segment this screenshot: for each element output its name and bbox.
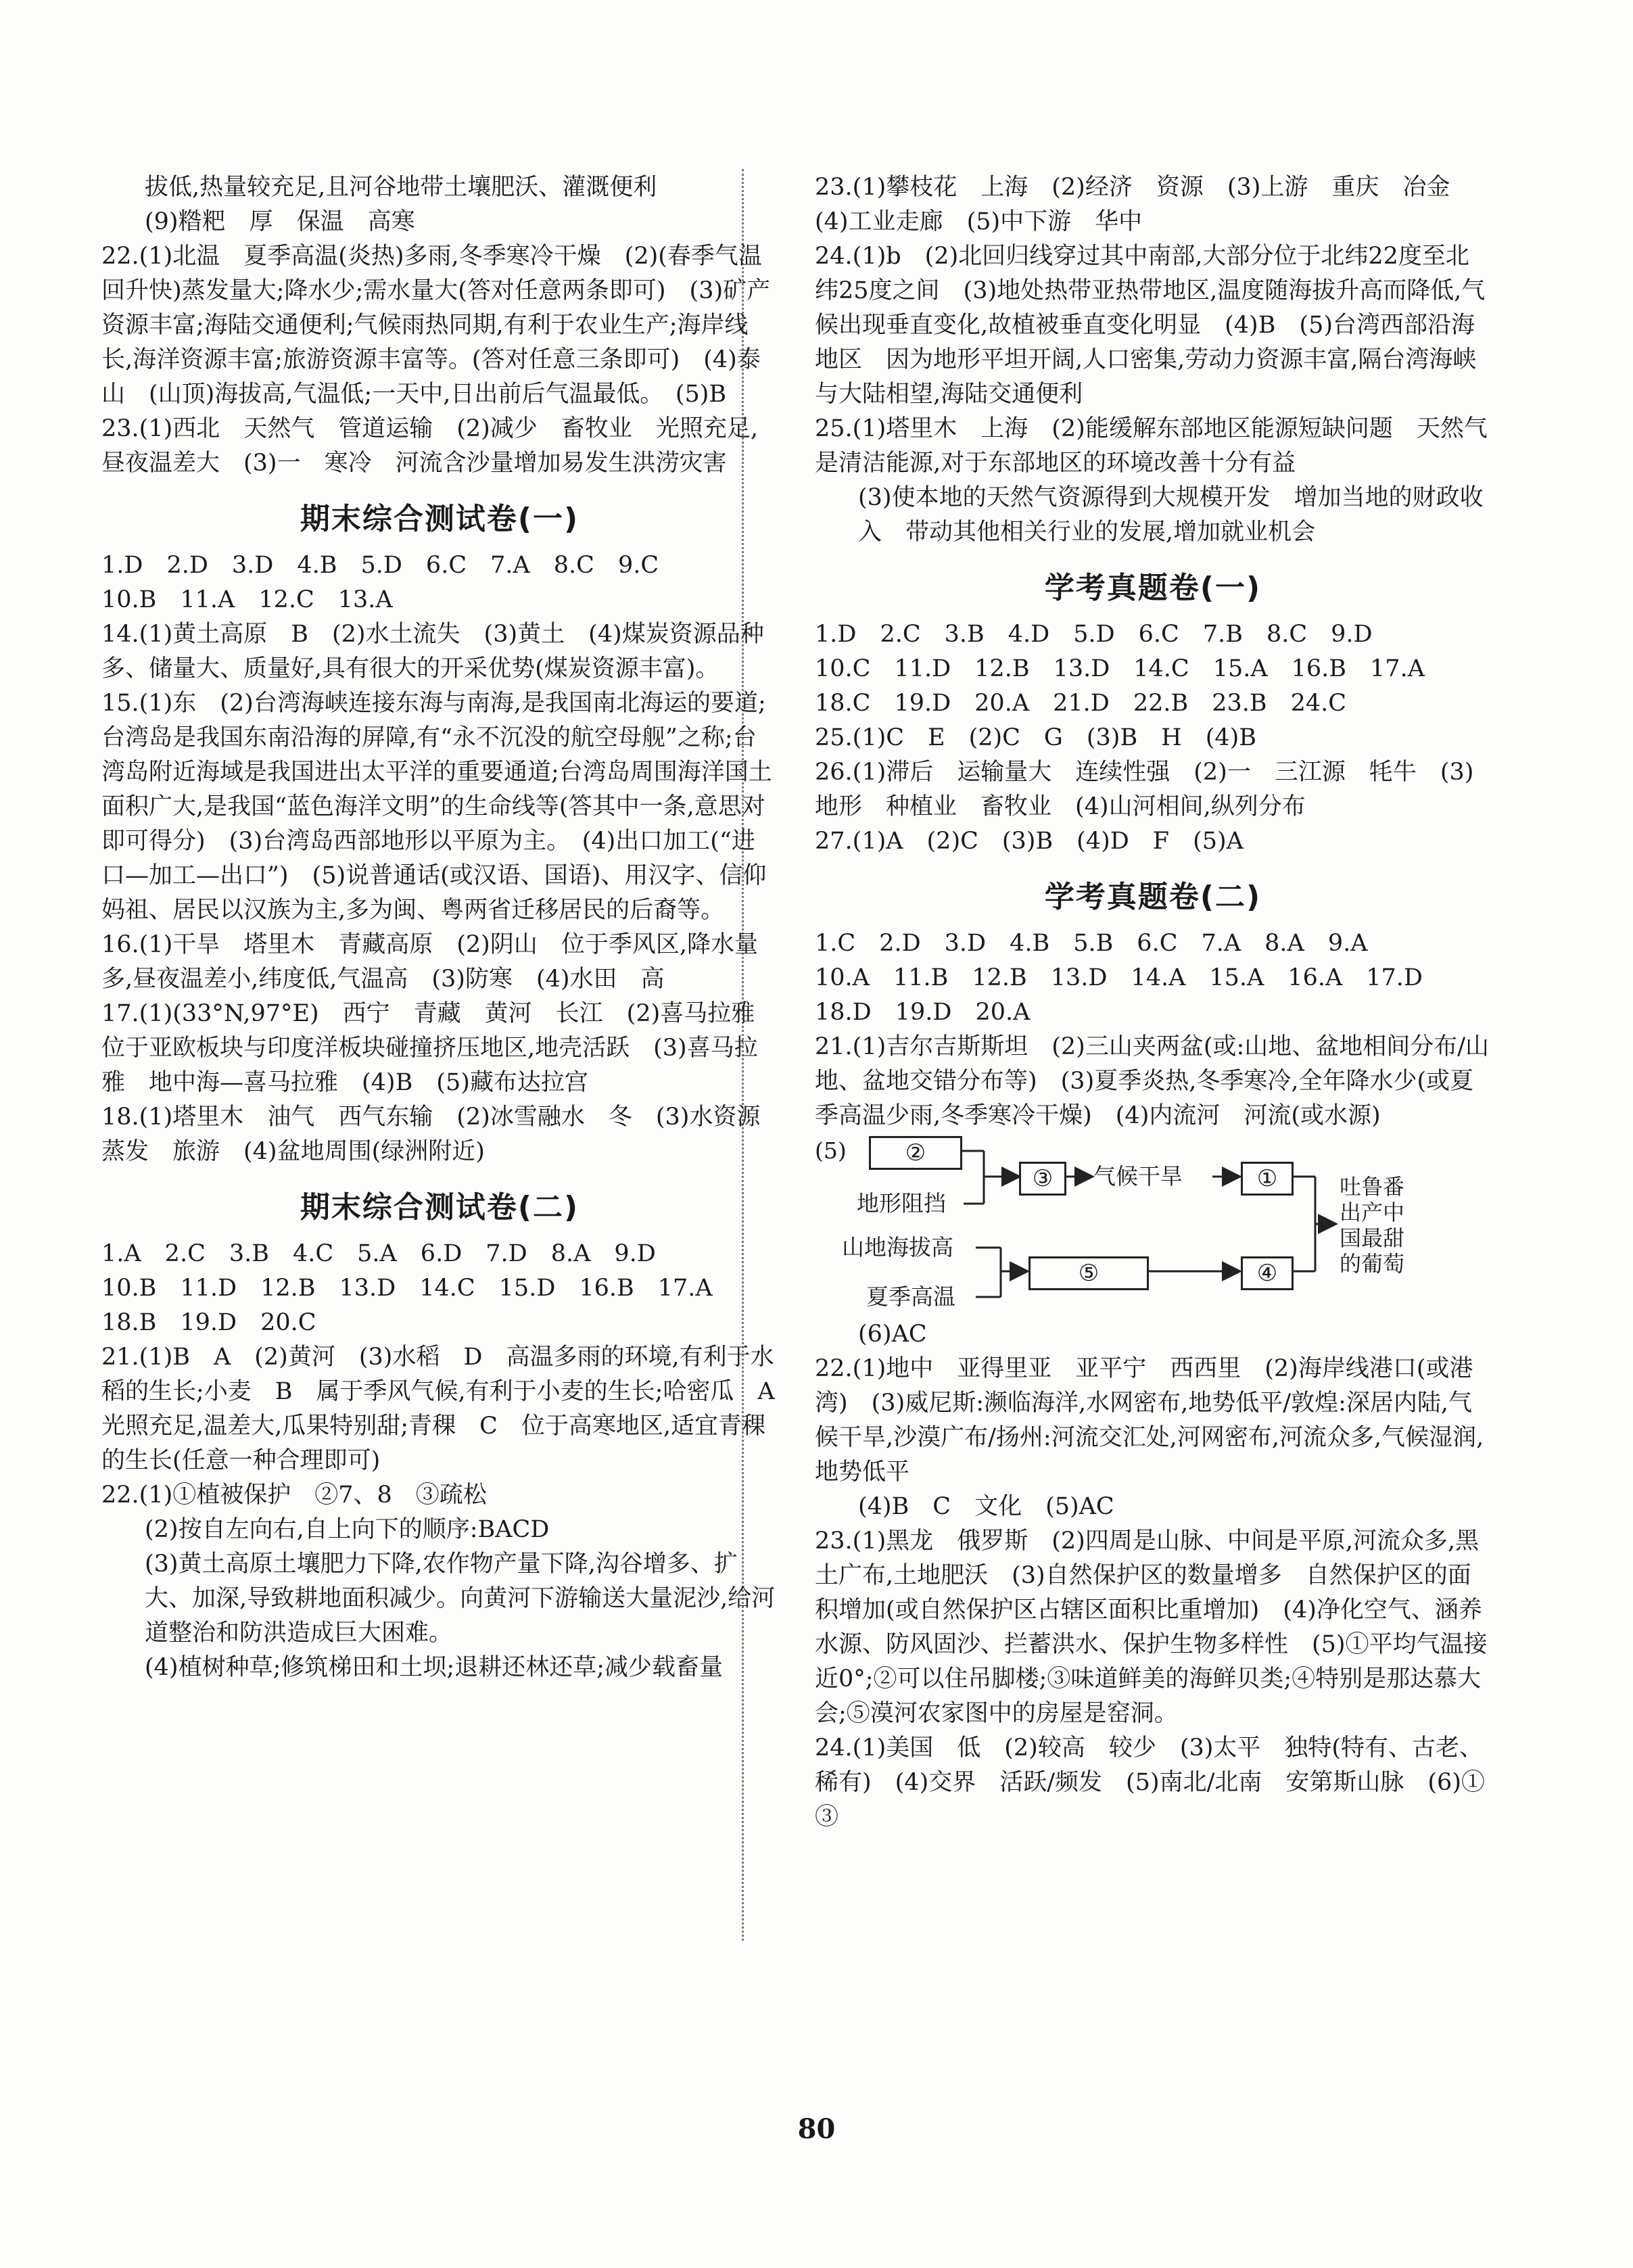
answer-25: 25.(1)C E (2)C G (3)B H (4)B — [815, 724, 1257, 751]
answer-row: 10.B 11.A 12.C 13.A — [101, 586, 393, 613]
answer-21-part6: (6)AC — [858, 1321, 927, 1348]
diagram-label-high-mountain: 山地海拔高 — [842, 1234, 953, 1260]
diagram-box-3: ③ — [1019, 1162, 1066, 1196]
page-number: 80 — [797, 2113, 836, 2145]
answer-row: 1.A 2.C 3.B 4.C 5.A 6.D 7.D 8.A 9.D — [101, 1240, 656, 1267]
section-title-final-exam-1: 期末综合测试卷(一) — [300, 502, 579, 536]
section-title-xuekao-1: 学考真题卷(一) — [1044, 571, 1262, 605]
right-column — [815, 170, 1509, 1835]
answer-22: 22.(1)地中 亚得里亚 亚平宁 西西里 (2)海岸线港口(或港湾) (3)威尼斯:濒临海洋,水网密布,地势低平/敦煌:深居内陆,气候干旱,沙漠广布/扬州:河流交汇处,河网密布,河流众多,气候湿润,地势低平 — [815, 1355, 1484, 1486]
answer-line: 拔低,热量较充足,且河谷地带土壤肥沃、灌溉便利 — [145, 174, 657, 201]
answer-14: 14.(1)黄土高原 B (2)水土流失 (3)黄土 (4)煤炭资源品种多、储量大、质量好,具有很大的开采优势(煤炭资源丰富)。 — [101, 621, 764, 682]
answer-22-part3: (3)黄土高原土壤肥力下降,农作物产量下降,沟谷增多、扩大、加深,导致耕地面积减少。向黄河下游输送大量泥沙,给河道整治和防洪造成巨大困难。 — [145, 1551, 776, 1647]
answer-row: 1.C 2.D 3.D 4.B 5.B 6.C 7.A 8.A 9.A — [815, 930, 1368, 957]
answer-16: 16.(1)干旱 塔里木 青藏高原 (2)阴山 位于季风区,降水量多,昼夜温差小,纬度低,气温高 (3)防寒 (4)水田 高 — [101, 931, 758, 993]
diagram-label-terrain: 地形阻挡 — [857, 1190, 946, 1216]
answer-27: 27.(1)A (2)C (3)B (4)D F (5)A — [815, 828, 1244, 855]
diagram-box-4: ④ — [1241, 1256, 1294, 1290]
diagram-label-result: 吐鲁番出产中国最甜的葡萄 — [1340, 1174, 1405, 1277]
answer-22-part2: (2)按自左向右,自上向下的顺序:BACD — [145, 1516, 550, 1543]
answer-row: 1.D 2.D 3.D 4.B 5.D 6.C 7.A 8.C 9.C — [101, 552, 659, 579]
answer-24: 24.(1)b (2)北回归线穿过其中南部,大部分位于北纬22度至北纬25度之间 (3)地处热带亚热带地区,温度随海拔升高而降低,气候出现垂直变化,故植被垂直变化明显 (4)B (5)台湾西部沿海地区 因为地形平坦开阔,人口密集,劳动力资源丰富,隔台湾海峡与大陆相望,海陆交通便利 — [815, 243, 1486, 408]
answer-26: 26.(1)滞后 运输量大 连续性强 (2)一 三江源 牦牛 (3)地形 种植业 畜牧业 (4)山河相间,纵列分布 — [815, 759, 1474, 820]
answer-15: 15.(1)东 (2)台湾海峡连接东海与南海,是我国南北海运的要道;台湾岛是我国东南沿海的屏障,有“永不沉没的航空母舰”之称;台湾岛附近海域是我国进出太平洋的重要通道;台湾岛周围海洋国土面积广大,是我国“蓝色海洋文明”的生命线等(答其中一条,意思对即可得分) (3)台湾岛西部地形以平原为主。 (4)出口加工(“进口—加工—出口”) (5)说普通话(或汉语、国语)、用汉字、信仰妈祖、居民以汉族为主,多为闽、粤两省迁移居民的后裔等。 — [101, 690, 772, 924]
answer-row: 10.C 11.D 12.B 13.D 14.C 15.A 16.B 17.A — [815, 655, 1425, 682]
diagram-label-summer-heat: 夏季高温 — [866, 1283, 955, 1310]
answer-22-part4: (4)植树种草;修筑梯田和土坝;退耕还林还草;减少载畜量 — [145, 1654, 723, 1681]
flow-diagram — [815, 1136, 1423, 1313]
answer-22-part4: (4)B C 文化 (5)AC — [858, 1493, 1114, 1520]
section-title-final-exam-2: 期末综合测试卷(二) — [300, 1190, 579, 1225]
answer-row: 10.A 11.B 12.B 13.D 14.A 15.A 16.A 17.D — [815, 964, 1423, 991]
answer-17: 17.(1)(33°N,97°E) 西宁 青藏 黄河 长江 (2)喜马拉雅 位于亚欧板块与印度洋板块碰撞挤压地区,地壳活跃 (3)喜马拉雅 地中海—喜马拉雅 (4)B (5)藏布达拉宫 — [101, 1000, 779, 1096]
diagram-prefix: (5) — [815, 1137, 847, 1164]
answer-24: 24.(1)美国 低 (2)较高 较少 (3)太平 独特(特有、古老、稀有) (4)交界 活跃/频发 (5)南北/北南 安第斯山脉 (6)① ③ — [815, 1734, 1509, 1830]
answer-21: 21.(1)B A (2)黄河 (3)水稻 D 高温多雨的环境,有利于水稻的生长;小麦 B 属于季风气候,有利于小麦的生长;哈密瓜 A 光照充足,温差大,瓜果特别甜;青稞 C 位于高寒地区,适宜青稞的生长(任意一种合理即可) — [101, 1344, 799, 1474]
diagram-box-5: ⑤ — [1028, 1256, 1149, 1290]
answer-row: 10.B 11.D 12.B 13.D 14.C 15.D 16.B 17.A — [101, 1275, 713, 1302]
diagram-label-dry-climate: 气候干旱 — [1093, 1163, 1183, 1189]
answer-25: 25.(1)塔里木 上海 (2)能缓解东部地区能源短缺问题 天然气是清洁能源,对于东部地区的环境改善十分有益 — [815, 415, 1488, 477]
answer-row: 18.C 19.D 20.A 21.D 22.B 23.B 24.C — [815, 690, 1347, 717]
answer-row: 1.D 2.C 3.B 4.D 5.D 6.C 7.B 8.C 9.D — [815, 621, 1373, 648]
answer-23: 23.(1)攀枝花 上海 (2)经济 资源 (3)上游 重庆 冶金 (4)工业走廊 (5)中下游 华中 — [815, 174, 1474, 235]
answer-line: (9)糌粑 厚 保温 高寒 — [145, 208, 415, 235]
answer-row: 18.D 19.D 20.A — [815, 999, 1031, 1026]
answer-25-part3: (3)使本地的天然气资源得到大规模开发 增加当地的财政收入 带动其他相关行业的发展,增加就业机会 — [858, 484, 1484, 546]
section-title-xuekao-2: 学考真题卷(二) — [1044, 880, 1262, 914]
answer-23: 23.(1)西北 天然气 管道运输 (2)减少 畜牧业 光照充足,昼夜温差大 (3)一 寒冷 河流含沙量增加易发生洪涝灾害 — [101, 415, 758, 477]
answer-21: 21.(1)吉尔吉斯斯坦 (2)三山夹两盆(或:山地、盆地相间分布/山地、盆地交错分布等) (3)夏季炎热,冬季寒冷,全年降水少(或夏季高温少雨,冬季寒冷干燥) (4)内流河 河流(或水源) — [815, 1033, 1490, 1129]
answer-row: 18.B 19.D 20.C — [101, 1309, 316, 1336]
answer-23: 23.(1)黑龙 俄罗斯 (2)四周是山脉、中间是平原,河流众多,黑土广布,土地肥沃 (3)自然保护区的数量增多 自然保护区的面积增加(或自然保护区占辖区面积比重增加) (4)净化空气、涵养水源、防风固沙、拦蓄洪水、保护生物多样性 (5)①平均气温接近0°;②可以住吊脚楼;③味道鲜美的海鲜贝类;④特别是那达慕大会;⑤漠河农家图中的房屋是窑洞。 — [815, 1528, 1488, 1727]
diagram-box-2: ② — [869, 1136, 962, 1170]
left-column — [101, 170, 799, 1685]
diagram-box-1: ① — [1241, 1162, 1294, 1196]
answer-22: 22.(1)北温 夏季高温(炎热)多雨,冬季寒冷干燥 (2)(春季气温回升快)蒸发量大;降水少;需水量大(答对任意两条即可) (3)矿产资源丰富;海陆交通便利;气候雨热同期,有利于农业生产;海岸线长,海洋资源丰富;旅游资源丰富等。(答对任意三条即可) (4)泰山 (山顶)海拔高,气温低;一天中,日出前后气温最低。 (5)B — [101, 243, 771, 408]
answer-22: 22.(1)①植被保护 ②7、8 ③疏松 — [101, 1482, 487, 1509]
answer-18: 18.(1)塔里木 油气 西气东输 (2)冰雪融水 冬 (3)水资源蒸发 旅游 (4)盆地周围(绿洲附近) — [101, 1104, 761, 1165]
